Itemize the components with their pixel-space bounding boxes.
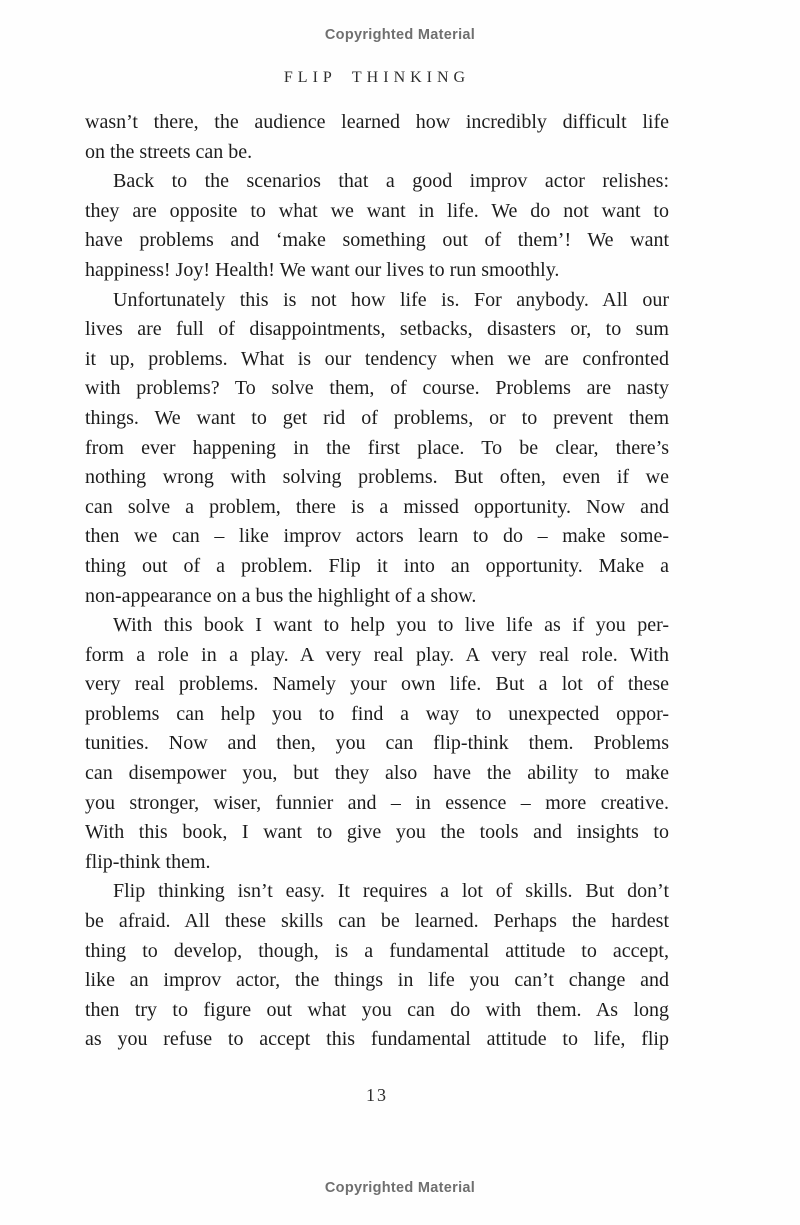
body-text (85, 108, 669, 1055)
body-line: nothing wrong with solving problems. But often, even if we (85, 466, 669, 489)
body-line: thing out of a problem. Flip it into an opportunity. Make a (85, 554, 669, 577)
body-line: you stronger, wiser, funnier and – in essence – more creative. (85, 791, 669, 814)
body-line: on the streets can be. (85, 140, 253, 163)
body-line: thing to develop, though, is a fundamental attitude to accept, (85, 939, 669, 962)
page-number: 13 (366, 1085, 388, 1105)
body-line: can solve a problem, there is a missed opportunity. Now and (85, 495, 669, 518)
body-line: as you refuse to accept this fundamental attitude to life, flip (85, 1028, 669, 1051)
body-line: like an improv actor, the things in life you can’t change and (85, 969, 669, 992)
body-line: Unfortunately this is not how life is. For anybody. All our (113, 288, 669, 311)
body-line: With this book I want to help you to live life as if you per- (113, 614, 669, 637)
body-line: problems can help you to find a way to unexpected oppor- (85, 702, 669, 725)
body-line: non-appearance on a bus the highlight of a show. (85, 584, 477, 607)
body-line: form a role in a play. A very real play. A very real role. With (85, 643, 669, 666)
body-line: wasn’t there, the audience learned how incredibly difficult life (85, 111, 669, 133)
copyright-watermark-bottom: Copyrighted Material (324, 1180, 476, 1196)
body-line: very real problems. Namely your own life. But a lot of these (85, 673, 669, 696)
body-line: have problems and ‘make something out of them’! We want (85, 229, 669, 252)
body-line: it up, problems. What is our tendency when we are confronted (85, 347, 669, 370)
body-line: happiness! Joy! Health! We want our lives to run smoothly. (85, 258, 560, 281)
running-header: FLIP THINKING (283, 69, 471, 86)
body-line: flip-think them. (85, 850, 211, 873)
body-line: things. We want to get rid of problems, or to prevent them (85, 406, 669, 429)
body-line: lives are full of disappointments, setbacks, disasters or, to sum (85, 318, 669, 341)
body-line: Back to the scenarios that a good improv actor relishes: (113, 170, 669, 193)
body-line: Flip thinking isn’t easy. It requires a lot of skills. But don’t (113, 880, 669, 903)
body-line: they are opposite to what we want in life. We do not want to (85, 199, 669, 222)
body-line: tunities. Now and then, you can flip-think them. Problems (85, 732, 669, 755)
body-line: then we can – like improv actors learn to do – make some- (85, 525, 669, 548)
copyright-watermark-top: Copyrighted Material (324, 27, 476, 43)
body-line: can disempower you, but they also have the ability to make (85, 762, 669, 785)
body-line: then try to figure out what you can do with them. As long (85, 998, 669, 1021)
body-line: with problems? To solve them, of course. Problems are nasty (85, 377, 669, 400)
body-line: be afraid. All these skills can be learned. Perhaps the hardest (85, 910, 669, 933)
body-line: With this book, I want to give you the tools and insights to (85, 821, 669, 844)
body-line: from ever happening in the first place. To be clear, there’s (85, 436, 669, 459)
